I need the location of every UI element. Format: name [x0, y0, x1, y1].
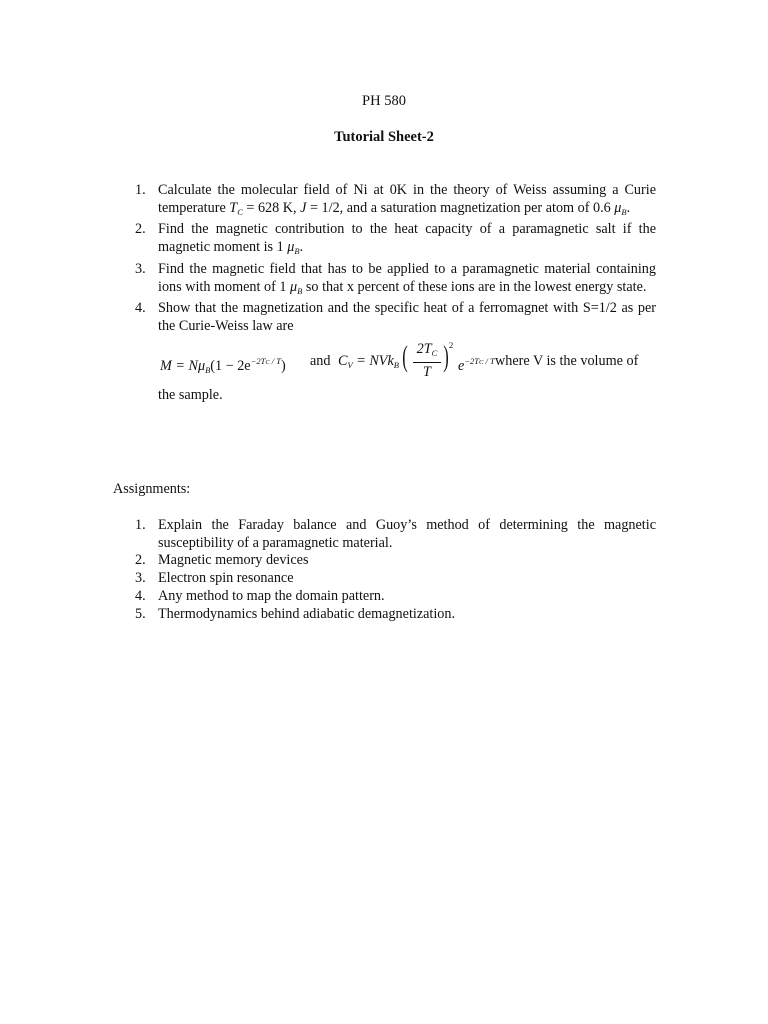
fraction: $\frac{2T_C}{T}$	[413, 341, 441, 381]
assignments-heading: Assignments:	[113, 481, 191, 497]
tutorial-item-4	[135, 300, 656, 404]
item-number: 3.	[135, 570, 146, 587]
tutorial-item-2	[135, 221, 656, 260]
item-text: Find the magnetic contribution to the heat capacity of a paramagnetic salt if the magnetic moment is 1 $\mu_B$.	[158, 221, 656, 257]
and-text: and	[310, 352, 331, 369]
magnetization-equation: $M = N\mu_B(1 - 2e^{-2TC / T})$	[160, 355, 286, 375]
item-number: 5.	[135, 605, 146, 622]
item-text: Electron spin resonance	[158, 570, 294, 587]
assignment-item-4	[135, 587, 656, 606]
exponential-term: $e^{-2TC / T}$	[458, 355, 495, 374]
item-text-continued: the sample.	[158, 386, 223, 403]
volume-note: where V is the volume of	[495, 352, 639, 369]
item-text: Find the magnetic field that has to be applied to a paramagnetic material containing ions with moment of 1 $\mu_B$ so that x percent of these ions are in the lowest energy state.	[158, 260, 656, 296]
right-paren: )	[443, 339, 449, 373]
assignment-item-5	[135, 605, 656, 624]
item-text: Thermodynamics behind adiabatic demagnetization.	[158, 605, 456, 622]
course-code: PH 580	[362, 93, 406, 109]
item-number: 1.	[135, 182, 146, 198]
item-number: 4.	[135, 587, 146, 604]
item-number: 4.	[135, 300, 146, 317]
page-title: Tutorial Sheet-2	[334, 129, 434, 145]
item-number: 2.	[135, 552, 146, 569]
tutorial-item-1	[135, 182, 656, 221]
heat-capacity-equation: $C_V = NVk_B$	[338, 352, 399, 370]
assignment-item-2	[135, 552, 656, 570]
item-text: Any method to map the domain pattern.	[158, 587, 385, 604]
tutorial-item-3	[135, 260, 656, 300]
assignments-list	[135, 517, 656, 623]
item-number: 3.	[135, 260, 146, 277]
equation-line	[158, 339, 656, 385]
left-paren: (	[402, 339, 408, 373]
item-text: Calculate the molecular field of Ni at 0K in the theory of Weiss assuming a Curie temperature $T_C = 628$ K, J = 1/2, and a saturation magnetization per atom of 0.6 $\mu_B$.	[158, 182, 656, 217]
item-number: 2.	[135, 221, 146, 238]
item-text: Explain the Faraday balance and Guoy’s method of determining the magnetic susceptibility of a paramagnetic material.	[158, 517, 656, 551]
item-text: Magnetic memory devices	[158, 552, 309, 569]
tutorial-list	[135, 182, 656, 404]
assignment-item-1	[135, 517, 656, 552]
assignment-item-3	[135, 570, 656, 588]
square-exponent: 2	[449, 339, 454, 350]
item-text: Show that the magnetization and the specific heat of a ferromagnet with S=1/2 as per the Curie-Weiss law are	[158, 300, 656, 334]
item-number: 1.	[135, 517, 146, 533]
